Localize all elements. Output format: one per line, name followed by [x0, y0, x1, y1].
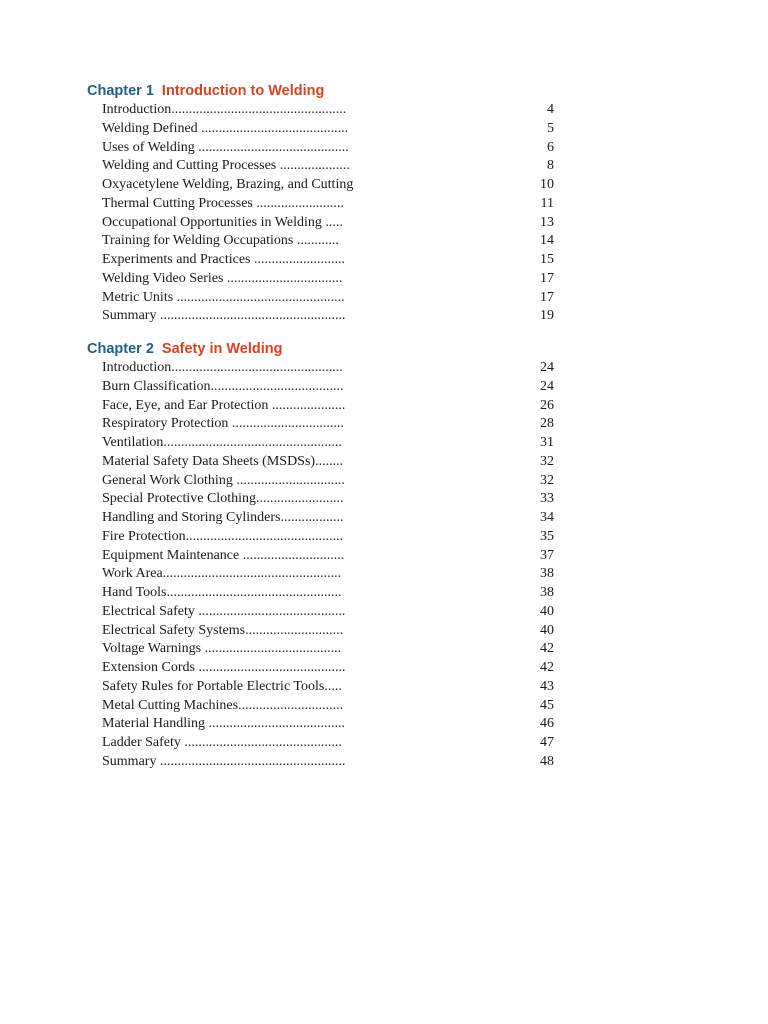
toc-entry-page: 13	[540, 214, 554, 230]
toc-entry-page: 35	[540, 528, 554, 544]
toc-entry[interactable]	[87, 359, 687, 378]
toc-entry[interactable]	[87, 715, 687, 734]
toc-entry[interactable]	[87, 397, 687, 416]
chapter-heading	[87, 339, 687, 359]
chapter-heading	[87, 81, 687, 101]
toc-entry[interactable]	[87, 232, 687, 251]
toc-entry-title: Summary .....................................................	[102, 753, 346, 769]
toc-entry-page: 34	[540, 510, 554, 525]
toc-entry-page: 42	[540, 641, 554, 657]
toc-entry-title: Extension Cords ..........................................	[102, 660, 346, 675]
chapter-2-section	[87, 339, 687, 772]
toc-entry-title: Voltage Warnings .......................................	[102, 641, 342, 657]
toc-entry-title: Introduction..................................................	[102, 102, 347, 117]
toc-entry-title: Work Area...................................................	[102, 566, 342, 582]
toc-entry-title: Uses of Welding ...........................................	[102, 139, 349, 155]
toc-entry[interactable]	[87, 640, 687, 659]
toc-entry-page: 17	[540, 289, 554, 305]
toc-entry[interactable]	[87, 101, 687, 120]
toc-entry[interactable]	[87, 214, 687, 233]
toc-entry[interactable]	[87, 453, 687, 472]
toc-entry-title: Occupational Opportunities in Welding .....	[102, 214, 343, 230]
toc-entry-title: Ladder Safety .............................................	[102, 735, 342, 750]
chapter-title: Safety in Welding	[161, 341, 283, 357]
toc-entry-title: Fire Protection.............................................	[102, 528, 344, 544]
table-of-contents	[87, 81, 687, 785]
toc-entry[interactable]	[87, 307, 687, 326]
toc-entry[interactable]	[87, 434, 687, 453]
toc-entry-title: Metal Cutting Machines..............................	[102, 697, 344, 713]
toc-entry-page: 31	[540, 435, 554, 450]
toc-entry[interactable]	[87, 697, 687, 716]
chapter-number: Chapter 2	[87, 341, 154, 357]
toc-entry-title: Thermal Cutting Processes .........................	[102, 195, 344, 211]
toc-entry[interactable]	[87, 472, 687, 491]
toc-entry-title: Training for Welding Occupations ............	[102, 233, 339, 249]
toc-entry-page: 37	[540, 547, 554, 563]
toc-entry[interactable]	[87, 584, 687, 603]
toc-entry[interactable]	[87, 547, 687, 566]
toc-entry-page: 46	[540, 716, 554, 732]
toc-entry[interactable]	[87, 176, 687, 195]
toc-entry-page: 11	[540, 195, 554, 211]
toc-entry[interactable]	[87, 528, 687, 547]
toc-entry-title: Summary .....................................................	[102, 308, 346, 324]
toc-entry-page: 38	[540, 585, 554, 600]
toc-entry-page: 24	[540, 360, 554, 375]
toc-entry-title: Ventilation...................................................	[102, 435, 342, 450]
toc-entry[interactable]	[87, 251, 687, 270]
toc-entry[interactable]	[87, 120, 687, 139]
toc-entry-page: 26	[540, 397, 554, 413]
chapter-title: Introduction to Welding	[161, 83, 325, 99]
toc-entry-page: 19	[540, 308, 554, 324]
toc-entry-page: 28	[540, 416, 554, 432]
toc-entry-page: 6	[547, 139, 554, 155]
toc-entry-page: 43	[540, 678, 554, 694]
toc-entry[interactable]	[87, 603, 687, 622]
toc-entry-title: Face, Eye, and Ear Protection .....................	[102, 397, 346, 413]
toc-entry-page: 10	[540, 177, 554, 192]
toc-entry[interactable]	[87, 289, 687, 308]
toc-entry[interactable]	[87, 734, 687, 753]
toc-entry[interactable]	[87, 490, 687, 509]
toc-entry-title: Material Handling .......................................	[102, 716, 346, 732]
toc-entry-title: Hand Tools..................................................	[102, 585, 342, 600]
toc-entry-page: 42	[540, 660, 554, 675]
toc-entry-title: Handling and Storing Cylinders..................	[102, 510, 344, 525]
toc-entry-title: Burn Classification......................................	[102, 378, 344, 394]
toc-entry-page: 17	[540, 270, 554, 286]
toc-entry-title: Welding and Cutting Processes ....................	[102, 158, 350, 174]
toc-entry[interactable]	[87, 270, 687, 289]
toc-entry-page: 40	[540, 603, 554, 619]
toc-entry-title: Welding Video Series .................................	[102, 270, 343, 286]
toc-entry-title: Welding Defined ..........................................	[102, 120, 349, 136]
toc-entry-title: Introduction.................................................	[102, 360, 343, 375]
toc-entry-page: 33	[540, 491, 554, 507]
toc-entry-page: 5	[547, 120, 554, 136]
toc-entry-title: Electrical Safety ..........................................	[102, 603, 346, 619]
toc-entry-title: Special Protective Clothing.........................	[102, 491, 344, 507]
toc-entry-page: 48	[540, 753, 554, 769]
toc-entry-page: 24	[540, 378, 554, 394]
toc-entry[interactable]	[87, 195, 687, 214]
toc-entry[interactable]	[87, 509, 687, 528]
toc-entry[interactable]	[87, 622, 687, 641]
toc-entry[interactable]	[87, 659, 687, 678]
toc-entry-page: 32	[540, 472, 554, 488]
toc-entry-title: Equipment Maintenance .............................	[102, 547, 345, 563]
toc-entry-title: Metric Units ................................................	[102, 289, 345, 305]
toc-entry[interactable]	[87, 678, 687, 697]
toc-entry-page: 47	[540, 735, 554, 750]
toc-entry[interactable]	[87, 157, 687, 176]
toc-entry-page: 14	[540, 233, 554, 249]
toc-entry-page: 32	[540, 453, 554, 469]
toc-entry-title: Safety Rules for Portable Electric Tools.....	[102, 678, 342, 694]
toc-entry-title: General Work Clothing ...............................	[102, 472, 345, 488]
toc-entry-page: 8	[547, 158, 554, 174]
toc-entry-page: 15	[540, 252, 554, 267]
toc-entry-title: Respiratory Protection ................................	[102, 416, 344, 432]
chapter-1-section	[87, 81, 687, 326]
toc-entry[interactable]	[87, 415, 687, 434]
toc-entry-page: 38	[540, 566, 554, 582]
toc-entry-title: Oxyacetylene Welding, Brazing, and Cutting	[102, 177, 354, 192]
toc-entry[interactable]	[87, 565, 687, 584]
chapter-number: Chapter 1	[87, 83, 154, 99]
toc-entry-title: Electrical Safety Systems............................	[102, 622, 344, 638]
toc-entry-title: Material Safety Data Sheets (MSDSs)........	[102, 453, 344, 469]
toc-entry-title: Experiments and Practices ..........................	[102, 252, 346, 267]
toc-entry-page: 40	[540, 622, 554, 638]
toc-entry[interactable]	[87, 753, 687, 772]
toc-entry-page: 45	[540, 697, 554, 713]
toc-entry-page: 4	[547, 102, 554, 117]
toc-entry[interactable]	[87, 378, 687, 397]
toc-entry[interactable]	[87, 139, 687, 158]
